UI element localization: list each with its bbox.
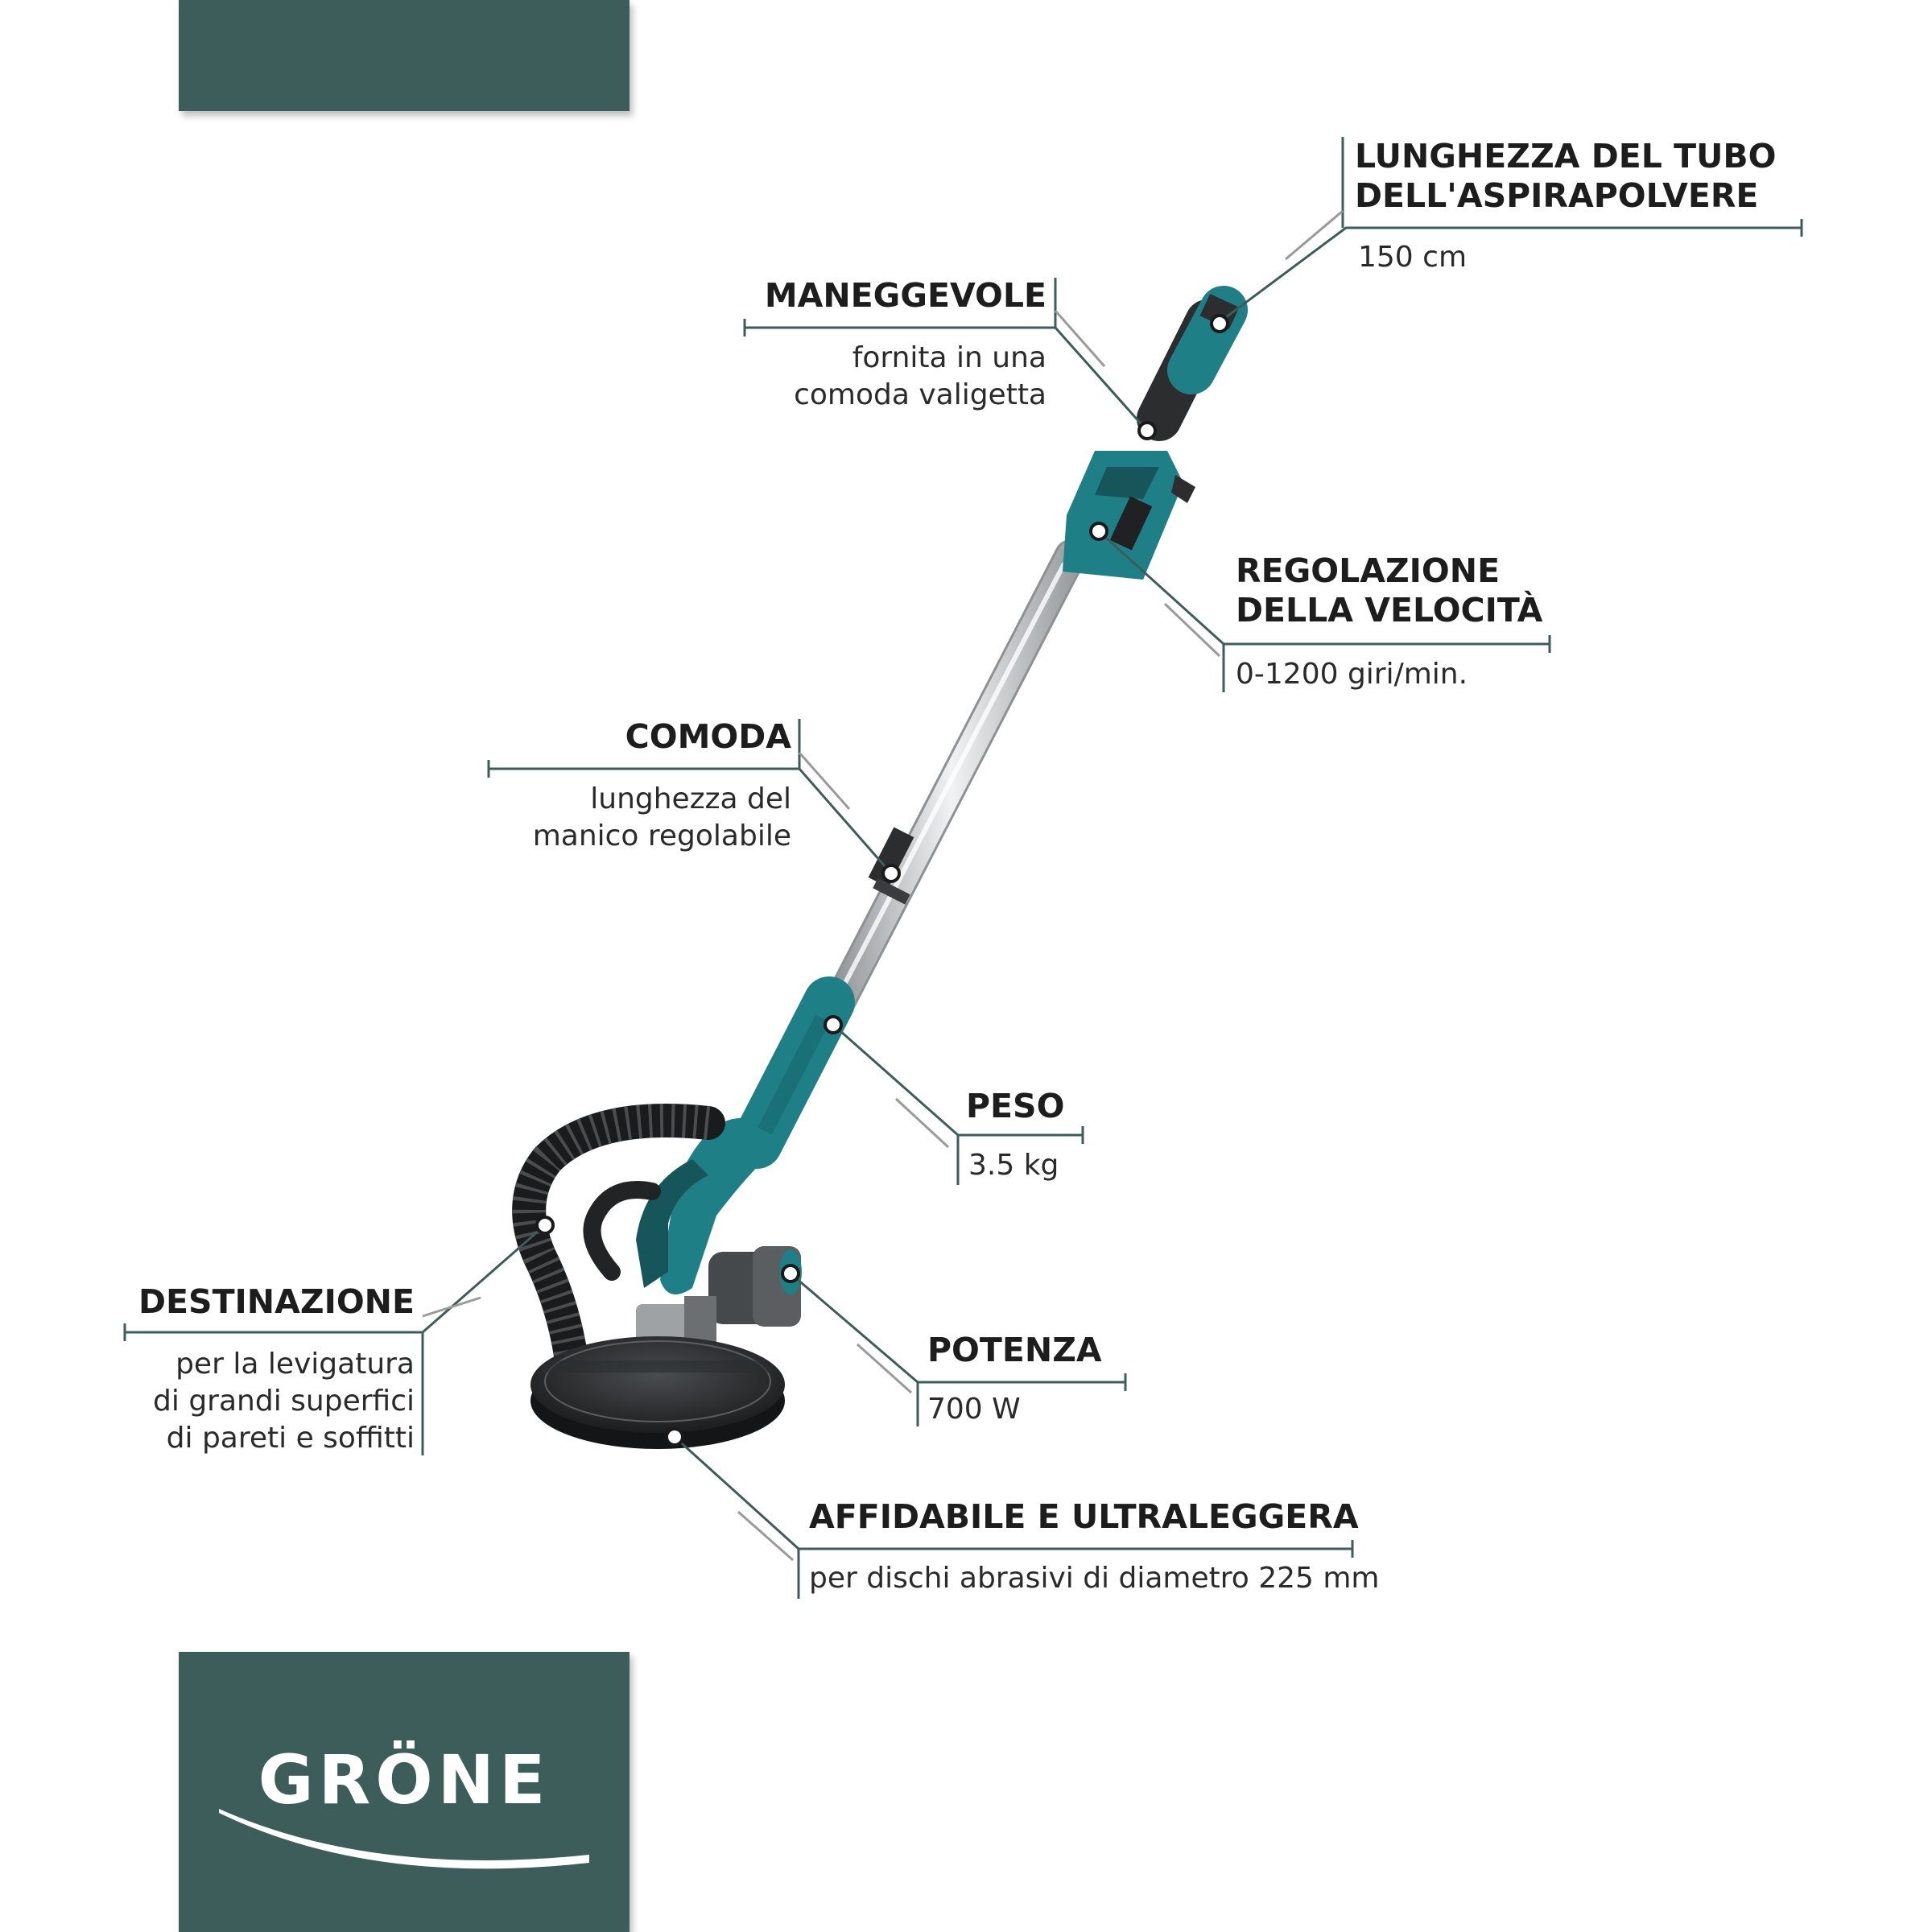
hose-length-value: 150 cm [1358,241,1468,274]
affidabile-title: AFFIDABILE E ULTRALEGGERA [809,1497,1359,1536]
logo-swoosh-icon [179,1652,630,1932]
affidabile-desc: per dischi abrasivi di diametro 225 mm [809,1562,1380,1595]
brand-logo: GRÖNE [258,1740,551,1819]
peso-title: PESO [966,1087,1065,1125]
potenza-title: POTENZA [927,1331,1102,1369]
comoda-desc: lunghezza del manico regolabile [532,782,791,852]
peso-value: 3.5 kg [968,1149,1059,1182]
sanding-disc [530,1336,785,1449]
destinazione-title: DESTINAZIONE [138,1282,415,1321]
telescopic-pole [833,555,1071,1014]
speed-value: 0-1200 giri/min. [1236,658,1468,691]
brand-logo-panel [179,1652,630,1932]
hose-length-title: LUNGHEZZA DEL TUBO DELL'ASPIRAPOLVERE [1355,137,1777,215]
potenza-value: 700 W [927,1393,1021,1426]
speed-title: REGOLAZIONE DELLA VELOCITÀ [1236,551,1543,630]
destinazione-desc: per la levigatura di grandi superfici di pareti e soffitti [153,1348,415,1455]
comoda-title: COMODA [625,717,791,756]
maneggevole-title: MANEGGEVOLE [764,276,1046,315]
maneggevole-desc: fornita in una comoda valigetta [794,341,1046,411]
lower-handle [636,1002,829,1294]
